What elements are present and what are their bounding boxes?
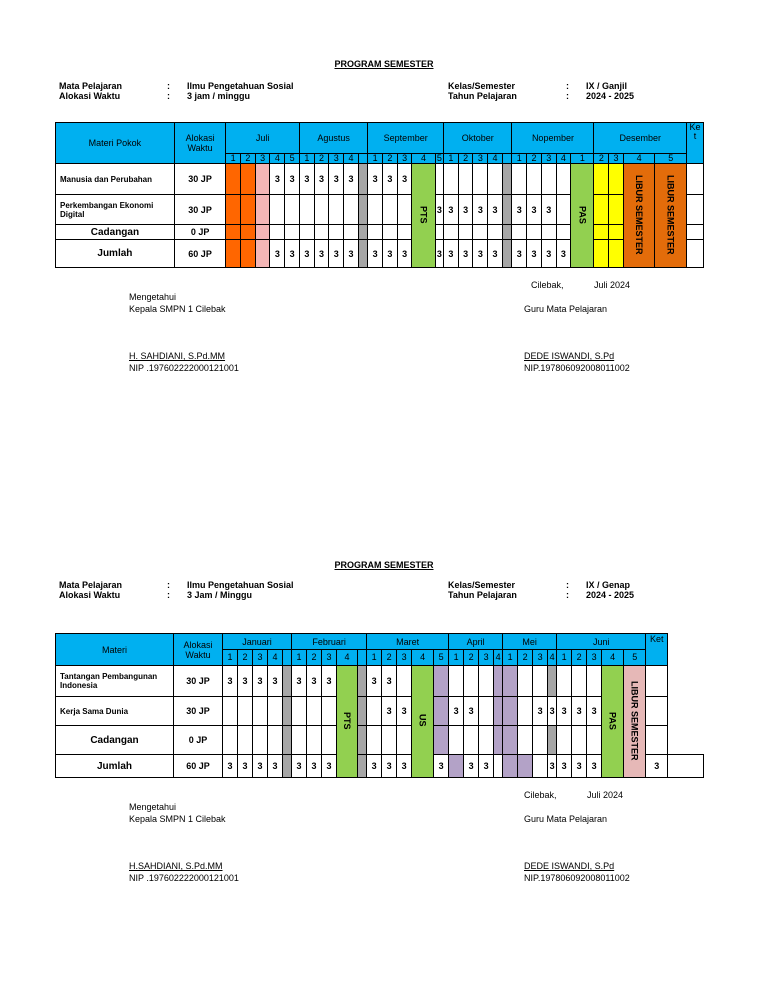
materi-cell: Manusia dan Perubahan [56,164,175,195]
pas-column: PAS [602,666,624,778]
sem1-kepala-nip: NIP .197602222000121001 [129,363,239,373]
sem1-kelas-value: IX / Ganjil [586,81,628,91]
sem2-title: PROGRAM SEMESTER [334,560,434,570]
header-alokasi: Alokasi Waktu [174,634,223,666]
header-month: September [368,123,444,154]
jp-cell: 60 JP [174,755,223,778]
colon: : [167,81,170,91]
sem2-mapel-value: Ilmu Pengetahuan Sosial [187,580,294,590]
us-column: US [412,666,434,778]
sem1-mapel-value: Ilmu Pengetahuan Sosial [187,81,294,91]
sem2-kepala: Kepala SMPN 1 Cilebak [129,814,226,824]
sem1-mapel-label: Mata Pelajaran [59,81,123,91]
sem2-tahun-label: Tahun Pelajaran [448,590,517,600]
sem1-sign-place: Cilebak, [531,280,564,290]
jp-cell: 30 JP [174,195,226,225]
materi-cell: Jumlah [56,240,175,268]
header-month: Agustus [299,123,367,154]
header-month: Maret [367,634,449,650]
materi-cell: Jumlah [56,755,174,778]
libur-column: LIBUR SEMESTER [623,164,655,268]
sem1-sign-date: Juli 2024 [594,280,631,290]
sem1-tahun-label: Tahun Pelajaran [448,91,517,101]
libur-column: LIBUR SEMESTER [624,666,646,778]
colon: : [167,580,170,590]
sem1-kepala: Kepala SMPN 1 Cilebak [129,304,226,314]
sem1-guru: Guru Mata Pelajaran [524,304,608,314]
jp-cell: 0 JP [174,726,223,755]
materi-cell: Cadangan [56,726,174,755]
header-alokasi: Alokasi Waktu [174,123,226,164]
sem2-kepala-name: H.SAHDIANI, S.Pd.MM [129,861,223,871]
sem2-guru-nip: NIP.197806092008011002 [524,873,630,883]
sem2-sign-date: Juli 2024 [587,790,624,800]
pts-column: PTS [337,666,358,778]
materi-cell: Kerja Sama Dunia [56,697,174,726]
sem1-alokasi-label: Alokasi Waktu [59,91,121,101]
pas-column: PAS [571,164,594,268]
sem2-guru-name: DEDE ISWANDI, S.Pd [524,861,615,871]
sem1-title: PROGRAM SEMESTER [334,59,434,69]
sem2-guru: Guru Mata Pelajaran [524,814,608,824]
sem2-mapel-label: Mata Pelajaran [59,580,123,590]
colon: : [167,590,170,600]
sem2-tahun-value: 2024 - 2025 [586,590,635,600]
header-month: Februari [292,634,367,650]
jp-cell: 30 JP [174,666,223,697]
sem1-kepala-name: H. SAHDIANI, S.Pd.MM [129,351,226,361]
jp-cell: 0 JP [174,225,226,240]
sem2-kepala-nip: NIP .197602222000121001 [129,873,239,883]
colon: : [566,91,569,101]
sem2-table: Materi Alokasi Waktu Januari Februari Maret April Mei Juni Ket 1 2 3 4 1 2 3 4 1 2 3 4 5 1 2 3 4 1 2 3 4 1 2 3 4 5 Tantangan Pembangunan Indonesia 30 JP 3 3 3 3 3 3 3 PTS 3 3 US PAS LIBUR SEMESTER Kerja Sama Dunia 30 JP 3 3 3 3 3 3 3 3 3 Cadangan 0 JP Jumlah 60 JP 3 3 3 3 3 3 3 3 3 3 3 3 3 3 3 3 3 3 [55,633,704,778]
sem1-guru-nip: NIP.197806092008011002 [524,363,630,373]
colon: : [167,91,170,101]
header-materi: Materi Pokok [56,123,175,164]
header-month: Oktober [444,123,512,154]
jp-cell: 30 JP [174,164,226,195]
sem1-table: Materi Pokok Alokasi Waktu Juli Agustus September Oktober Nopember Desember Ke t 1 2 3 4 5 1 2 3 4 1 2 3 4 5 1 2 3 4 1 2 3 4 1 2 3 4 5 Manusia dan Perubahan 30 JP 3 3 3 3 3 3 3 3 3 PTS PAS LIBUR SEMESTER LIBUR SEMESTER Perkembangan Ekonomi Digital 30 JP 3 3 3 3 3 3 3 3 Cadangan 0 JP Jumlah 60 JP 3 3 3 3 3 3 3 3 3 3 3 3 3 3 3 3 3 3 [55,122,704,268]
materi-cell: Perkembangan Ekonomi Digital [56,195,175,225]
jp-cell: 30 JP [174,697,223,726]
jp-cell: 60 JP [174,240,226,268]
sem1-alokasi-value: 3 jam / minggu [187,91,251,101]
sem1-kelas-label: Kelas/Semester [448,81,516,91]
libur-column: LIBUR SEMESTER [655,164,687,268]
colon: : [566,81,569,91]
header-month: Nopember [512,123,594,154]
sem2-sign-place: Cilebak, [524,790,557,800]
sem1-mengetahui: Mengetahui [129,292,177,302]
header-month: Mei [503,634,557,650]
pts-column: PTS [412,164,435,268]
header-month: Juli [226,123,300,154]
colon: : [566,580,569,590]
sem1-tahun-value: 2024 - 2025 [586,91,635,101]
colon: : [566,590,569,600]
sem2-alokasi-value: 3 Jam / Minggu [187,590,253,600]
header-month: April [449,634,503,650]
sem1-guru-name: DEDE ISWANDI, S.Pd [524,351,615,361]
materi-cell: Tantangan Pembangunan Indonesia [56,666,174,697]
header-ket: Ket [646,634,668,666]
header-materi: Materi [56,634,174,666]
header-month: Desember [594,123,687,154]
header-month: Januari [223,634,292,650]
sem2-alokasi-label: Alokasi Waktu [59,590,121,600]
header-ket: Ke t [687,123,704,164]
sem2-mengetahui: Mengetahui [129,802,177,812]
sem2-kelas-value: IX / Genap [586,580,631,590]
header-month: Juni [557,634,646,650]
materi-cell: Cadangan [56,225,175,240]
sem2-kelas-label: Kelas/Semester [448,580,516,590]
